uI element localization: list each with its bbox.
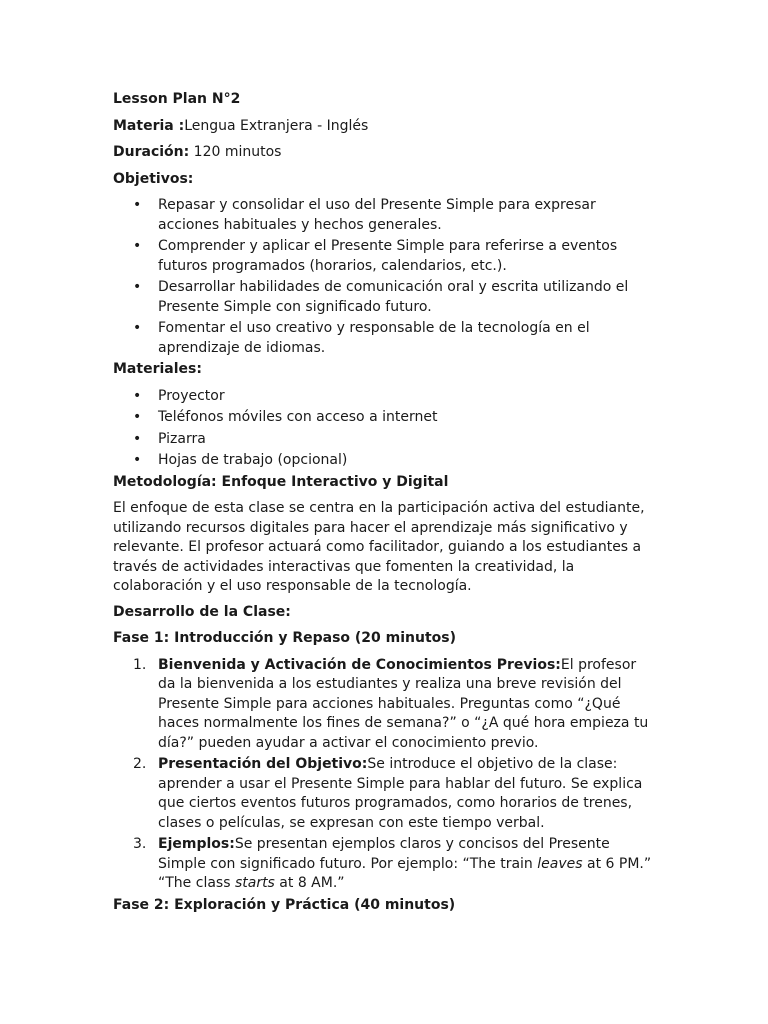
materia-line <box>113 117 653 137</box>
list-item: • Teléfonos móviles con acceso a internet <box>113 408 653 428</box>
duracion-line <box>113 143 653 163</box>
step-italic: leaves <box>537 855 583 872</box>
step-title: Presentación del Objetivo: <box>158 756 368 772</box>
list-item <box>113 835 653 894</box>
step-title: Bienvenida y Activación de Conocimientos Previos: <box>158 656 561 673</box>
step-number: 3. <box>133 836 147 852</box>
step-text: Se introduce el objetivo de la clase: aprender a usar el Presente Simple para hablar del futuro. Se explica que ciertos eventos futuros programados, como horarios de trenes, clases o películas, se expresan con este tiempo verbal. <box>158 756 643 831</box>
fase2-heading: Fase 2: Exploración y Práctica (40 minutos) <box>113 896 456 913</box>
objetivos-list <box>113 196 653 358</box>
list-item: • Pizarra <box>113 430 653 450</box>
desarrollo-heading: Desarrollo de la Clase: <box>113 603 291 620</box>
bullet-icon: • <box>133 320 142 336</box>
materiales-heading: Materiales: <box>113 361 202 377</box>
step-number: 1. <box>133 656 147 673</box>
lesson-title: Lesson Plan N°2 <box>113 91 241 107</box>
fase1-heading: Fase 1: Introducción y Repaso (20 minutos) <box>113 630 457 646</box>
materiales-list <box>113 387 653 471</box>
fase1-steps <box>113 656 653 894</box>
duracion-value: 120 minutos <box>189 144 282 160</box>
bullet-icon: • <box>133 409 142 425</box>
duracion-label: Duración: <box>113 144 190 160</box>
bullet-icon: • <box>133 387 142 404</box>
step-italic: starts <box>234 875 275 891</box>
step-text: at 8 AM.” <box>274 875 345 891</box>
list-item: • Hojas de trabajo (opcional) <box>113 451 653 471</box>
metodologia-paragraph: El enfoque de esta clase se centra en la participación activa del estudiante, utilizando recursos digitales para hacer el aprendizaje más significativo y relevante. El profesor actuará como facilitador, guiando a los estudiantes a través de actividades interactivas que fomenten la creatividad, la colaboración y el uso responsable de la tecnología. <box>113 500 645 594</box>
step-text: El profesor da la bienvenida a los estudiantes y realiza una breve revisión del Presente Simple para acciones habituales. Preguntas como “¿Qué haces normalmente los fines de semana?” o “¿A qué hora empieza tu día?” pueden ayudar a activar el conocimiento previo. <box>158 656 649 751</box>
step-number: 2. <box>133 756 147 772</box>
list-item: • Repasar y consolidar el uso del Presente Simple para expresar acciones habituales y hechos generales. <box>133 197 596 233</box>
list-item <box>113 656 653 754</box>
list-item: • Proyector <box>113 387 653 407</box>
step-title: Ejemplos: <box>158 836 235 852</box>
materia-value: Lengua Extranjera - Inglés <box>184 117 369 134</box>
bullet-icon: • <box>133 452 142 468</box>
list-item <box>113 755 653 833</box>
document-body <box>113 90 653 922</box>
list-item: • Desarrollar habilidades de comunicación oral y escrita utilizando el Presente Simple con significado futuro. <box>133 279 629 315</box>
materia-label: Materia : <box>113 117 185 134</box>
list-item: • Fomentar el uso creativo y responsable de la tecnología en el aprendizaje de idiomas. <box>133 320 590 356</box>
bullet-icon: • <box>133 238 142 254</box>
bullet-icon: • <box>133 197 142 213</box>
bullet-icon: • <box>133 430 142 447</box>
objetivos-heading: Objetivos: <box>113 170 194 187</box>
step-text: Se presentan ejemplos claros y concisos del Presente Simple con significado futuro. Por ejemplo: “The train <box>158 836 610 872</box>
list-item: • Comprender y aplicar el Presente Simple para referirse a eventos futuros programados (horarios, calendarios, etc.). <box>133 238 618 274</box>
metodologia-heading: Metodología: Enfoque Interactivo y Digital <box>113 473 449 490</box>
step-text: at 6 PM.” “The class <box>158 855 652 891</box>
bullet-icon: • <box>133 279 142 295</box>
